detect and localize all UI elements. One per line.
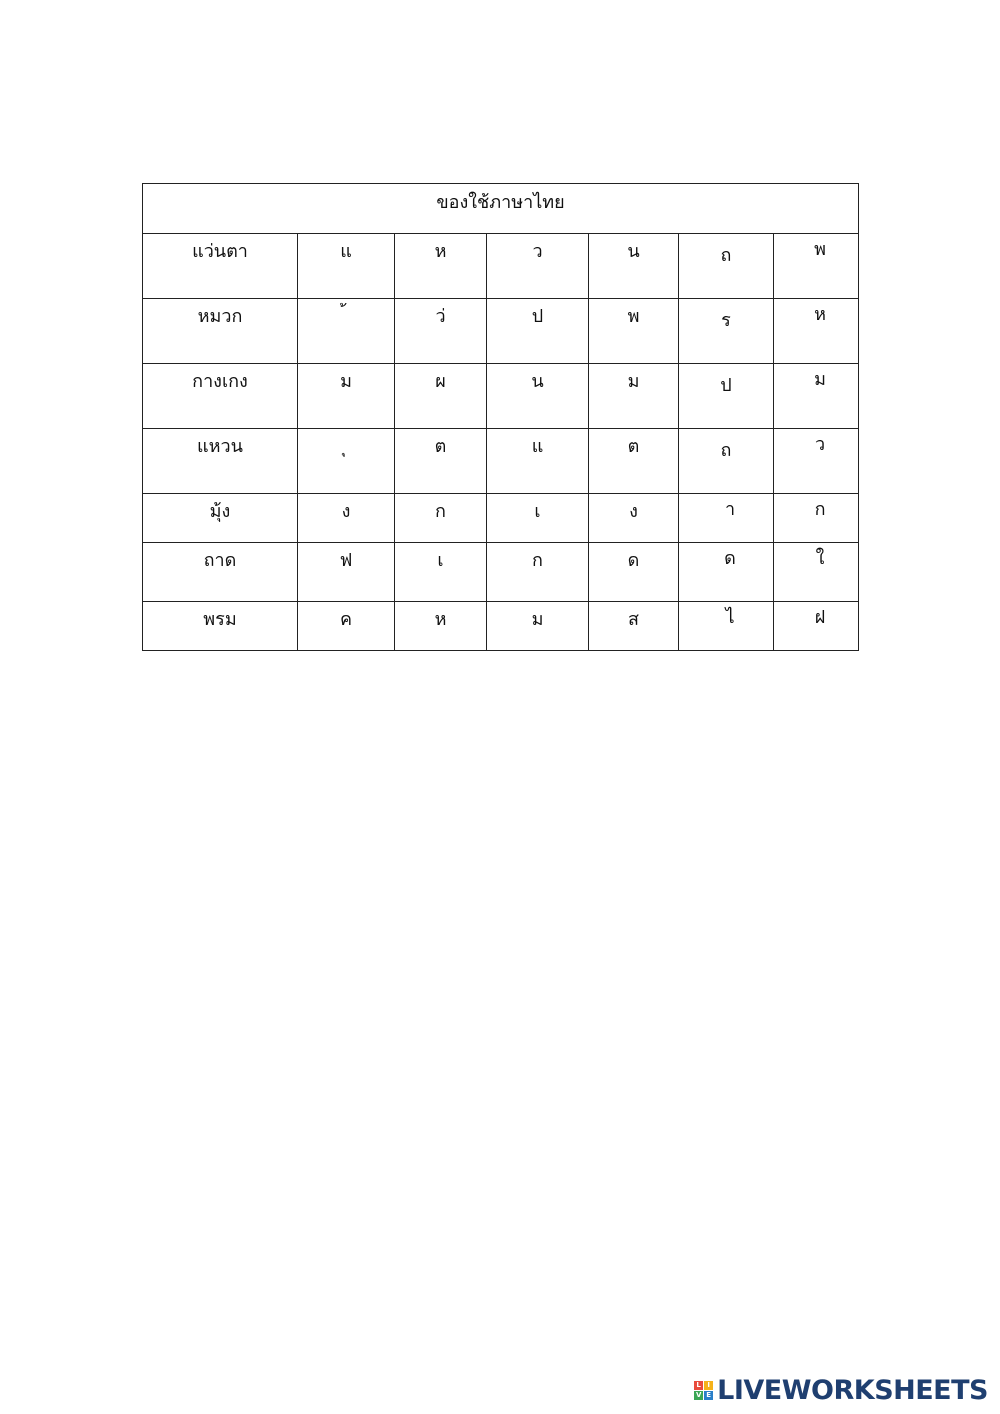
brand-name: LIVEWORKSHEETS — [717, 1375, 988, 1406]
letter-cell: ก — [395, 494, 487, 543]
item-word: กางเกง — [143, 364, 298, 429]
table-row — [143, 429, 859, 494]
table-row — [143, 364, 859, 429]
item-word: พรม — [143, 602, 298, 651]
letter-cell: ก — [487, 543, 589, 602]
logo-letter-l: L — [694, 1381, 703, 1390]
letter-cell: ฟ — [298, 543, 395, 602]
table-row — [143, 234, 859, 299]
word-search-table — [142, 183, 859, 651]
letter-cell: ส — [589, 602, 679, 651]
letter-cell: ต — [589, 429, 679, 494]
letter-cell: ต — [395, 429, 487, 494]
item-word: หมวก — [143, 299, 298, 364]
table-row — [143, 299, 859, 364]
item-word: แหวน — [143, 429, 298, 494]
liveworksheets-logo-icon — [694, 1381, 713, 1400]
letter-cell: เ — [487, 494, 589, 543]
letter-cell: ด — [679, 543, 774, 602]
letter-cell: ว — [487, 234, 589, 299]
letter-cell: น — [589, 234, 679, 299]
logo-letter-e: E — [704, 1391, 713, 1400]
liveworksheets-brand — [694, 1375, 988, 1406]
letter-cell: ว — [774, 429, 859, 494]
letter-cell: ถ — [679, 429, 774, 494]
letter-cell: ด — [589, 543, 679, 602]
letter-cell: ใ — [774, 543, 859, 602]
item-word: มุ้ง — [143, 494, 298, 543]
letter-cell: ม — [298, 364, 395, 429]
table-row — [143, 602, 859, 651]
letter-cell: ฝ — [774, 602, 859, 651]
letter-cell: ง — [589, 494, 679, 543]
letter-cell: ห — [395, 602, 487, 651]
logo-letter-v: V — [695, 1391, 702, 1399]
letter-cell: ม — [774, 364, 859, 429]
letter-cell: แ — [487, 429, 589, 494]
letter-cell: ถ — [679, 234, 774, 299]
letter-cell: า — [679, 494, 774, 543]
item-word: ถาด — [143, 543, 298, 602]
letter-cell: น — [487, 364, 589, 429]
letter-cell: พ — [774, 234, 859, 299]
letter-cell: เ — [395, 543, 487, 602]
letter-cell: ม — [589, 364, 679, 429]
table-title: ของใช้ภาษาไทย — [143, 184, 859, 234]
letter-cell: ป — [679, 364, 774, 429]
letter-cell: ร — [679, 299, 774, 364]
item-word: แว่นตา — [143, 234, 298, 299]
table-row — [143, 543, 859, 602]
logo-letter-i: I — [704, 1381, 713, 1390]
table-row — [143, 494, 859, 543]
letter-cell: ค — [298, 602, 395, 651]
letter-cell: ผ — [395, 364, 487, 429]
letter-cell — [298, 299, 395, 364]
letter-cell: ก — [774, 494, 859, 543]
letter-cell: ม — [487, 602, 589, 651]
letter-cell: ห — [395, 234, 487, 299]
letter-cell: ง — [298, 494, 395, 543]
letter-cell — [298, 429, 395, 494]
letter-cell: ว่ — [395, 299, 487, 364]
letter-cell: ไ — [679, 602, 774, 651]
letter-cell: ห — [774, 299, 859, 364]
letter-cell: ป — [487, 299, 589, 364]
letter-cell: พ — [589, 299, 679, 364]
letter-cell: แ — [298, 234, 395, 299]
